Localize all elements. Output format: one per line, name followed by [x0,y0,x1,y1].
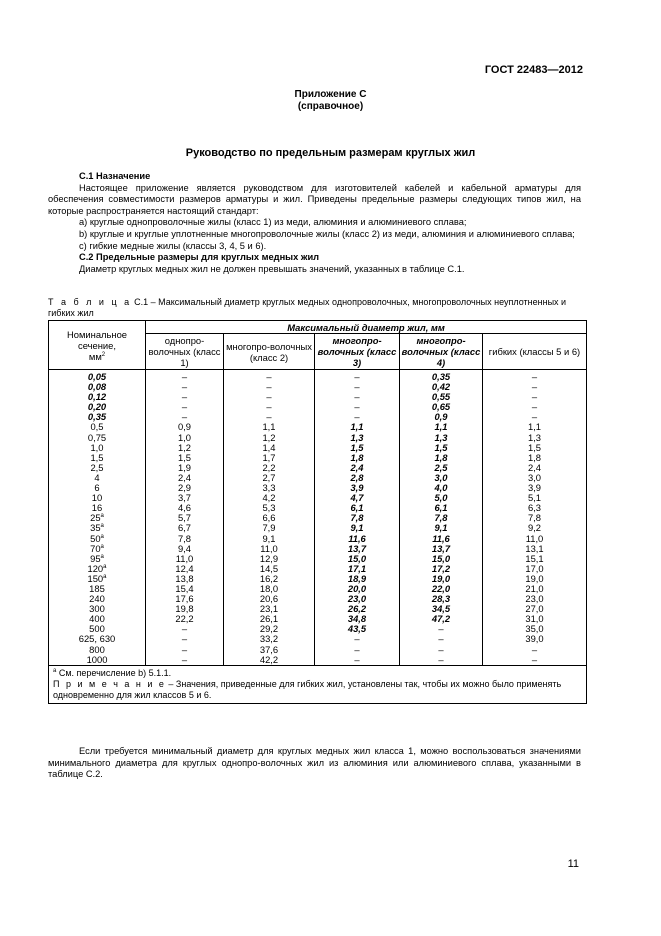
cell-section-value: 50 [90,532,101,544]
cell-class2-value: 37,6 [259,643,279,655]
cell-section-value: 0,75 [87,431,107,443]
cell-class5-6-value: 19,0 [525,572,544,584]
footnote-ref: а [103,563,107,570]
table-row [49,534,587,544]
table-row [49,392,587,402]
cell-class3-value: – [354,633,360,645]
post-table-paragraph: Если требуется минимальный диаметр для круглых медных жил класса 1, можно воспользоваться значениями минимального диаметра для круглых однопро-волочных жил из алюминия или алюминиевого сплава, указанными в таблице С.2. [48,746,581,780]
cell-class5-6-value: 17,0 [525,562,544,574]
table-row [49,614,587,624]
cell-class5-6-value: 35,0 [525,623,544,635]
table-row [49,513,587,523]
cell-class2-value: 33,2 [259,633,279,645]
cell-class2-value: – [266,371,272,382]
table-row [49,584,587,594]
cell-class4-value: 0,55 [431,391,451,403]
cell-class1-value: 1,9 [177,461,192,473]
cell-class4-value: 0,35 [431,371,451,382]
cell-class1 [146,655,224,666]
cell-section-value: 0,35 [87,411,107,423]
cell-class1-value: 2,4 [177,471,192,483]
cell-class3-value: – [354,653,360,665]
cell-class2-value: 6,6 [262,512,276,524]
header-section [49,321,146,370]
cell-section-value: 35 [90,522,101,534]
cell-class5-6-value: 23,0 [525,593,544,605]
footnote-ref: а [100,543,104,550]
cell-section-value: 300 [89,603,105,615]
cell-class5-6-value: – [531,371,538,382]
cell-class4-value: 13,7 [431,542,451,554]
cell-class4-value: 1,1 [434,421,448,433]
cell-class3-value: 9,1 [350,522,364,534]
section-c1-item-a: а) круглые однопроволочные жилы (класс 1) из меди, алюминия и алюминиевого сплава; [79,217,467,228]
footnote-ref: а [100,553,104,560]
header-section-label: Номинальное сечение, [66,328,128,351]
table-row [49,645,587,655]
cell-section-value: 185 [89,582,105,594]
footnote-ref: а [103,573,107,580]
header-section-unit: мм [88,350,102,362]
cell-class2-value: – [266,381,272,393]
cell-class1-value: 13,8 [175,572,194,584]
cell-class4-value: 15,0 [431,552,451,564]
cell-section-value: 0,20 [87,401,107,413]
cell-class4-value: 0,42 [431,381,451,393]
header-class4: многопро-волочных (класс 4) [400,334,483,370]
cell-class1-value: – [181,623,188,635]
cell-class3-value: – [354,401,360,413]
cell-class1-value: – [181,643,188,655]
cell-section-value: 95 [90,552,101,564]
table-row [49,402,587,412]
section-c1-item-c: с) гибкие медные жилы (классы 3, 4, 5 и 6). [79,240,267,251]
cell-section-value: 0,08 [87,381,107,393]
cell-class4-value: 1,5 [434,441,448,453]
cell-section-value: 1,0 [90,441,104,453]
cell-class2-value: 29,2 [259,623,279,635]
cell-class4-value: 7,8 [434,512,448,524]
table-caption-text: С.1 – Максимальный диаметр круглых медных однопроволочных, многопроволочных неуплотненных и гибких жил [48,297,567,318]
section-c1-item-b: b) круглые и круглые уплотненные многопроволочные жилы (класс 2) из меди, алюминия и алюминиевого сплава; [79,228,575,239]
cell-class3-value: 6,1 [350,502,364,514]
cell-class2-value: 1,1 [262,421,276,433]
cell-class5-6-value: – [531,653,538,665]
cell-class5-6-value: – [531,381,538,393]
footnote-mark: а [53,667,57,674]
cell-class3-value: 7,8 [350,512,364,524]
table-row [49,594,587,604]
cell-class1-value: – [181,411,188,423]
cell-class2-value: 4,2 [262,492,276,504]
cell-class3-value: – [354,371,360,382]
cell-class2-value: 42,2 [259,653,279,665]
cell-class4-value: – [438,653,444,665]
cell-class3-value: 17,1 [347,562,367,574]
cell-class2-value: 12,9 [259,552,279,564]
cell-class5-6-value: 3,0 [527,471,542,483]
header-unit-superscript: 2 [101,351,106,358]
table-row [49,422,587,432]
cell-section-value: 0,5 [90,421,104,433]
cell-class5-6-value: 2,4 [527,461,542,473]
cell-class1-value: 4,6 [177,502,192,514]
cell-section-value: 240 [89,593,105,605]
cell-class1-value: 7,8 [177,532,192,544]
cell-class5-6-value: 39,0 [525,633,544,645]
cell-class1-value: 19,8 [175,603,194,615]
cell-class4-value: 1,3 [434,431,448,443]
cell-class5-6-value: 7,8 [527,512,542,524]
table-row [49,493,587,503]
cell-class5-6-value: 1,5 [527,441,542,453]
header-class2: многопро-волочных (класс 2) [224,334,315,370]
cell-class5-6 [483,655,587,666]
cell-class1-value: 12,4 [175,562,194,574]
cell-class1-value: 9,4 [177,542,192,554]
annex-title: Приложение С [294,89,367,100]
cell-class2-value: 20,6 [259,593,279,605]
cell-class2-value: 1,4 [262,441,276,453]
cell-class1-value: 1,0 [177,431,192,443]
cell-class2-value: 14,5 [259,562,279,574]
cell-class2-value: – [266,411,272,423]
cell-class1-value: 6,7 [177,522,192,534]
diameter-table [48,320,587,704]
cell-section [49,655,146,666]
cell-section-value: 800 [89,643,105,655]
cell-section-value: 16 [91,502,103,514]
cell-class5-6-value: 1,3 [527,431,542,443]
cell-class3-value: 2,4 [350,461,364,473]
document-title: Руководство по предельным размерам круглых жил [185,147,476,159]
cell-class5-6-value: 11,0 [525,532,544,544]
cell-class2-value: 7,9 [262,522,276,534]
cell-class5-6-value: 6,3 [527,502,542,514]
cell-class3-value: 13,7 [347,542,367,554]
cell-class1-value: – [181,633,188,645]
cell-class2-value: 9,1 [262,532,276,544]
standard-number: ГОСТ 22483—2012 [484,64,583,76]
cell-class4-value: 6,1 [434,502,448,514]
cell-section-value: 4 [94,471,100,483]
cell-class1-value: 3,7 [177,492,192,504]
cell-class1-value: – [181,391,188,403]
cell-class4-value: 17,2 [431,562,451,574]
cell-class3-value: – [354,643,360,655]
cell-class2-value: 26,1 [259,613,279,625]
table-row [49,523,587,533]
table-row [49,463,587,473]
table-row [49,634,587,644]
cell-section-value: 10 [91,492,103,504]
cell-class1-value: – [181,371,188,382]
annex-subtitle: (справочное) [297,101,364,112]
cell-class4-value: 1,8 [434,451,448,463]
header-max-diameter: Максимальный диаметр жил, мм [146,321,587,334]
cell-class2-value: 23,1 [259,603,279,615]
cell-section-value: 6 [94,482,100,494]
cell-class5-6-value: 1,8 [527,451,542,463]
cell-class3-value: 1,3 [350,431,364,443]
section-c1-paragraph: Настоящее приложение является руководством для изготовителей кабелей и кабельной арматуры для обеспечения совместимости размеров арматуры и жил. Приведены предельные размеры следующих типов жил, на которые распространяется настоящий стандарт: [48,182,581,216]
cell-class5-6-value: 15,1 [525,552,544,564]
cell-class5-6-value: – [531,391,538,403]
cell-class5-6-value: – [531,411,538,423]
cell-class3-value: – [354,391,360,403]
cell-class5-6-value: 3,9 [527,482,542,494]
cell-class3-value: 1,8 [350,451,364,463]
cell-class3-value: 26,2 [347,603,367,615]
table-row [49,655,587,666]
cell-class1-value: – [181,381,188,393]
cell-class2 [224,655,315,666]
cell-section-value: 70 [90,542,101,554]
footnote-text: См. перечисление b) 5.1.1. [56,667,172,678]
annex-heading [0,89,661,113]
cell-class1-value: 0,9 [177,421,192,433]
cell-class4-value: 9,1 [434,522,448,534]
cell-class2-value: 11,0 [260,542,278,554]
cell-class3-value: 11,6 [348,532,366,544]
table-row [49,544,587,554]
table-caption-label: Т а б л и ц а [48,297,132,307]
cell-class4-value: – [438,623,444,635]
cell-section-value: 1000 [86,653,108,665]
cell-class3-value: 2,8 [350,471,364,483]
cell-class4-value: 11,6 [432,532,450,544]
cell-class4-value: 28,3 [431,593,451,605]
cell-section-value: 500 [89,623,105,635]
table-row [49,624,587,634]
cell-section-value: 0,12 [87,391,107,403]
cell-class3-value: 3,9 [350,482,364,494]
cell-class2-value: – [266,401,272,413]
cell-class4-value: – [438,643,444,655]
cell-section-value: 0,05 [87,371,107,382]
cell-section-value: 625, 630 [78,633,116,645]
header-class1: однопро-волочных (класс 1) [146,334,224,370]
cell-class4-value: 34,5 [431,603,451,615]
cell-section-value: 400 [89,613,105,625]
cell-class1-value: – [181,653,188,665]
cell-class3-value: 1,1 [350,421,364,433]
cell-class3-value: 43,5 [347,623,367,635]
cell-class4-value: 2,5 [434,461,448,473]
cell-section-value: 1,5 [90,451,104,463]
cell-class1-value: 5,7 [177,512,192,524]
table-row [49,564,587,574]
cell-class5-6-value: 27,0 [525,603,544,615]
cell-class3-value: – [354,411,360,423]
cell-class3-value: 34,8 [347,613,367,625]
cell-class3-value: 23,0 [347,593,367,605]
cell-class1-value: 11,0 [175,552,194,564]
table-row [49,370,587,383]
cell-class2-value: – [266,391,272,403]
note-text: – Значения, приведенные для гибких жил, установлены так, чтобы их можно было применять одновременно для жил классов 5 и 6. [53,678,562,700]
cell-class5-6-value: 21,0 [525,582,544,594]
cell-class4-value: 22,0 [431,582,451,594]
cell-class4-value: 0,65 [431,401,451,413]
cell-class2-value: 16,2 [259,572,279,584]
page-number: 11 [567,858,579,870]
table-row [49,433,587,443]
cell-class2-value: 1,2 [262,431,276,443]
cell-class4-value: 3,0 [434,471,448,483]
cell-class1-value: 15,4 [175,582,194,594]
cell-class1-value: 22,2 [175,613,194,625]
cell-class4-value: 4,0 [434,482,448,494]
cell-class2-value: 1,7 [262,451,276,463]
table-row [49,412,587,422]
section-c1-heading: С.1 Назначение [79,171,151,181]
cell-class3-value: 4,7 [350,492,364,504]
cell-class5-6-value: – [531,643,538,655]
cell-class4 [400,655,483,666]
cell-class3-value: – [354,381,360,393]
table-row [49,382,587,392]
cell-class4-value: 47,2 [431,613,451,625]
cell-class2-value: 3,3 [262,482,276,494]
cell-section-value: 150 [87,572,104,584]
cell-class4-value: – [438,633,444,645]
cell-class5-6-value: – [531,401,538,413]
cell-class5-6-value: 31,0 [525,613,544,625]
cell-section-value: 120 [87,562,104,574]
cell-class1-value: 1,2 [177,441,192,453]
cell-class3-value: 1,5 [350,441,364,453]
cell-class5-6-value: 9,2 [527,522,542,534]
cell-class2-value: 18,0 [259,582,279,594]
table-note [53,679,582,701]
cell-class1-value: 2,9 [177,482,192,494]
table-row [49,453,587,463]
table-caption [48,297,588,319]
cell-class2-value: 5,3 [262,502,276,514]
footnote-ref: а [100,513,104,520]
section-text [48,171,581,275]
cell-class4-value: 19,0 [431,572,451,584]
cell-class2-value: 2,7 [262,471,276,483]
cell-section-value: 2,5 [90,461,104,473]
cell-class3-value: 15,0 [347,552,367,564]
table-row [49,554,587,564]
table-row [49,443,587,453]
table-row [49,604,587,614]
cell-class1-value: – [181,401,188,413]
footnote-ref: а [100,523,104,530]
cell-class4-value: 0,9 [434,411,448,423]
cell-class2-value: 2,2 [262,461,276,473]
footnote-ref: а [100,533,104,540]
cell-class5-6-value: 5,1 [527,492,542,504]
table-row [49,483,587,493]
cell-class1-value: 1,5 [177,451,192,463]
cell-section-value: 25 [90,512,101,524]
cell-class3-value: 20,0 [347,582,367,594]
cell-class4-value: 5,0 [434,492,448,504]
header-class5-6: гибких (классы 5 и 6) [483,334,587,370]
cell-class1-value: 17,6 [175,593,194,605]
table-row [49,574,587,584]
section-c2-paragraph: Диаметр круглых медных жил не должен превышать значений, указанных в таблице С.1. [79,263,465,274]
note-label: П р и м е ч а н и е [53,678,166,689]
cell-class3-value: 18,9 [347,572,367,584]
header-class3: многопро-волочных (класс 3) [315,334,400,370]
table-row [49,473,587,483]
cell-class5-6-value: 13,1 [525,542,544,554]
cell-class5-6-value: 1,1 [527,421,542,433]
table-notes [49,665,587,703]
cell-class3 [315,655,400,666]
table-footnote [53,668,582,679]
table-row [49,503,587,513]
section-c2-heading: С.2 Предельные размеры для круглых медных жил [79,252,320,263]
